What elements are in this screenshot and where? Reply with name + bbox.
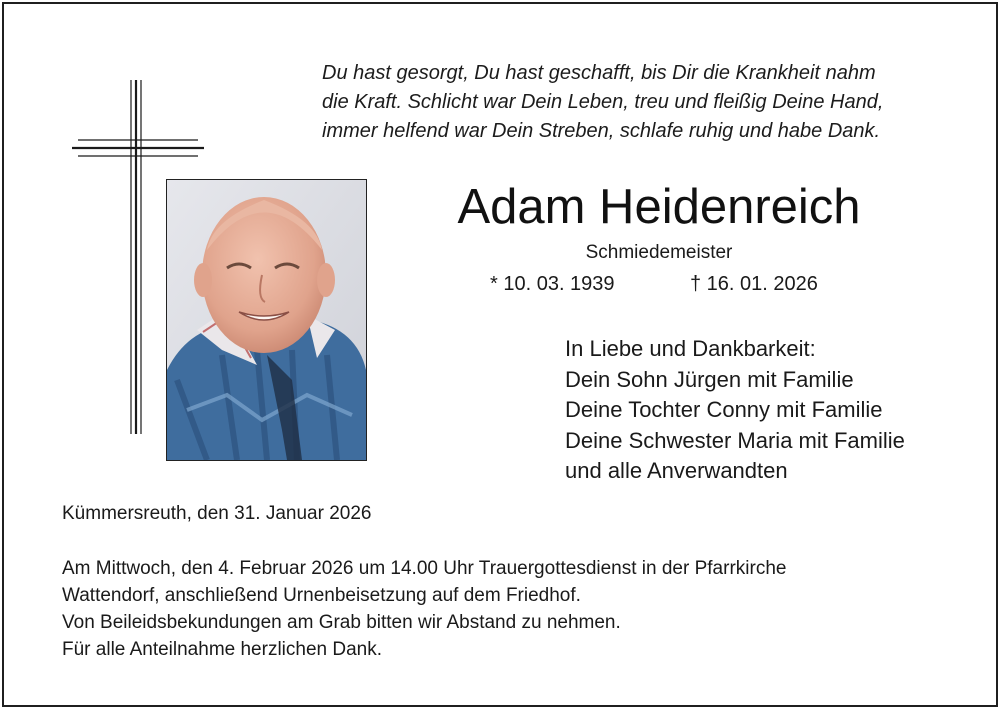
portrait-photo xyxy=(166,179,367,461)
life-dates xyxy=(490,270,818,298)
funeral-notice xyxy=(62,555,786,663)
occupation: Schmiedemeister xyxy=(585,242,733,263)
verse-line: immer helfend war Dein Streben, schlafe ruhig und habe Dank. xyxy=(322,120,881,142)
deceased-name: Adam Heidenreich xyxy=(457,180,861,234)
mourners-line: und alle Anverwandten xyxy=(565,458,788,483)
place-and-date: Kümmersreuth, den 31. Januar 2026 xyxy=(62,503,372,524)
mourners-line: Deine Schwester Maria mit Familie xyxy=(565,427,905,453)
mourners-line: Deine Tochter Conny mit Familie xyxy=(565,397,883,422)
notice-line: Am Mittwoch, den 4. Februar 2026 um 14.00 Uhr Trauergottesdienst in der Pfarrkirche xyxy=(62,558,787,579)
birth-date: * 10. 03. 1939 xyxy=(490,273,615,295)
verse xyxy=(322,59,942,146)
notice-line: Für alle Anteilnahme herzlichen Dank. xyxy=(62,639,383,660)
mourners-line: Dein Sohn Jürgen mit Familie xyxy=(565,366,854,392)
death-date: † 16. 01. 2026 xyxy=(690,273,818,295)
mourners-line: In Liebe und Dankbarkeit: xyxy=(565,336,816,361)
obituary-notice xyxy=(2,2,998,707)
mourners-list xyxy=(565,334,905,487)
verse-line: die Kraft. Schlicht war Dein Leben, treu und fleißig Deine Hand, xyxy=(322,91,884,113)
verse-line: Du hast gesorgt, Du hast geschafft, bis Dir die Krankheit nahm xyxy=(322,62,876,84)
notice-line: Von Beileidsbekundungen am Grab bitten wir Abstand zu nehmen. xyxy=(62,612,621,633)
notice-line: Wattendorf, anschließend Urnenbeisetzung auf dem Friedhof. xyxy=(62,585,581,606)
